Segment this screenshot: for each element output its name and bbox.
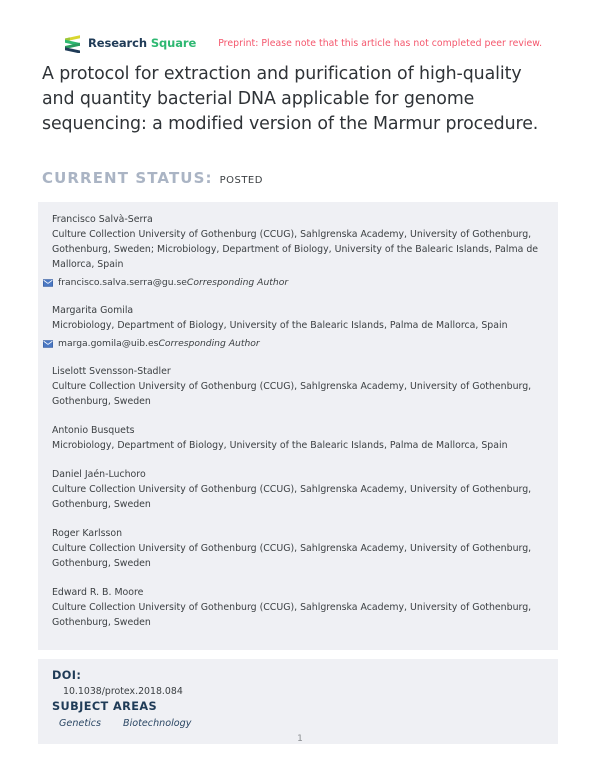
author-affiliation: Microbiology, Department of Biology, University of the Balearic Islands, Palma de Mallorca, Spain [52,440,508,451]
corresponding-author-tag: Corresponding Author [186,277,289,288]
author-entry [52,423,544,453]
metadata-panel [38,659,558,744]
author-name: Daniel Jaén-Luchoro [52,469,146,480]
doi-label: DOI: [52,669,82,682]
author-name: Liselott Svensson-Stadler [52,366,171,377]
author-name: Margarita Gomila [52,305,134,316]
brand-research-text: Research [88,36,147,50]
author-email-address: marga.gomila@uib.es [58,338,159,349]
doi-value[interactable]: 10.1038/protex.2018.084 [63,686,183,697]
author-affiliation: Culture Collection University of Gothenburg (CCUG), Sahlgrenska Academy, University of Gothenburg, Gothenburg, Sweden [52,381,532,407]
author-name: Edward R. B. Moore [52,587,144,598]
author-affiliation: Culture Collection University of Gothenburg (CCUG), Sahlgrenska Academy, University of Gothenburg, Gothenburg, Sweden [52,602,532,628]
current-status-value: POSTED [219,175,263,186]
current-status [42,169,263,187]
author-email-row[interactable] [43,276,544,289]
author-name: Roger Karlsson [52,528,123,539]
author-name: Francisco Salvà-Serra [52,214,153,225]
author-affiliation: Culture Collection University of Gothenburg (CCUG), Sahlgrenska Academy, University of Gothenburg, Gothenburg, Sweden [52,484,532,510]
author-name: Antonio Busquets [52,425,135,436]
author-entry [52,212,544,289]
current-status-label: CURRENT STATUS: [42,169,213,187]
author-email-address: francisco.salva.serra@gu.se [58,277,187,288]
envelope-icon [43,340,53,348]
author-entry [52,303,544,350]
page-header [0,28,600,58]
author-affiliation: Culture Collection University of Gothenburg (CCUG), Sahlgrenska Academy, University of Gothenburg, Gothenburg, Sweden [52,543,532,569]
author-entry [52,364,544,409]
subject-area-item[interactable]: Genetics [59,718,102,729]
page-number: 1 [297,734,303,744]
author-email-row[interactable] [43,337,544,350]
author-entry [52,585,544,630]
author-entry [52,467,544,512]
authors-panel [38,202,558,650]
envelope-icon [43,279,53,287]
subject-areas-list [59,716,544,731]
brand-square-text: Square [150,36,197,50]
author-affiliation: Culture Collection University of Gothenburg (CCUG), Sahlgrenska Academy, University of Gothenburg, Gothenburg, Sweden; Microbiology, Department of Biology, University of the Balearic Islands, Palma de Mallorca, Spain [52,229,539,270]
research-square-brand[interactable] [62,34,196,53]
author-entry [52,526,544,571]
preprint-notice: Preprint: Please note that this article has not completed peer review. [218,37,543,49]
author-affiliation: Microbiology, Department of Biology, University of the Balearic Islands, Palma de Mallorca, Spain [52,320,508,331]
subject-areas-label: SUBJECT AREAS [52,700,158,713]
research-square-logo-icon [62,34,83,53]
page-title: A protocol for extraction and purification of high-quality and quantity bacterial DNA applicable for genome sequencing: a modified version of the Marmur procedure. [42,64,539,134]
brand-wordmark [88,36,196,50]
corresponding-author-tag: Corresponding Author [158,338,260,349]
subject-area-item[interactable]: Biotechnology [123,718,192,729]
author-email-text[interactable] [58,276,288,289]
author-email-text[interactable] [58,337,260,350]
